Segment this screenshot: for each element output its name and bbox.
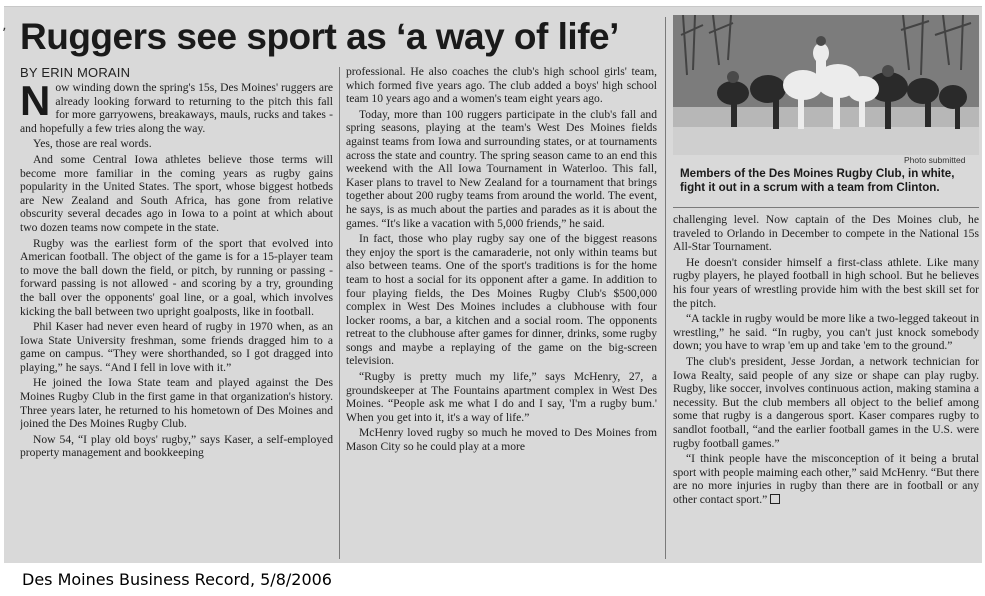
article-column-2 (346, 65, 657, 559)
paragraph: “Rugby is pretty much my life,” says McHenry, 27, a groundskeeper at The Fountains apartment complex in West Des Moines. “People ask me what I do and I say, 'I'm a rugby bum.' When you get into it, it's a way of life.” (346, 370, 657, 424)
paragraph: Yes, those are real words. (33, 137, 152, 151)
drop-cap: N (20, 81, 51, 124)
paragraph: The club's president, Jesse Jordan, a network technician for Iowa Realty, said people of any size or shape can play rugby. Rugby, like soccer, involves continuous action, making stamina a necessity. But the club members all object to the belief among some that rugby is a dangerous sport. Kaser compares rugby to sandlot football, “and the earlier football games in the U.S. were rugby football games.” (673, 354, 979, 450)
paragraph: challenging level. Now captain of the Des Moines club, he traveled to Orlando in December to compete in the National 15s All-Star Tournament. (673, 213, 979, 254)
paragraph: Phil Kaser had never even heard of rugby in 1970 when, as an Iowa State University freshman, some friends dragged him to a game on campus. “They were shorthanded, so I got dragged into playing,” he says. “And I fell in love with it.” (20, 320, 333, 374)
paragraph-final (673, 452, 979, 506)
final-text: “I think people have the misconception of it being a brutal sport with people maiming each other,” said McHenry. “But there are no more injuries in rugby than there are in football or any other contact sport.” (673, 452, 979, 506)
paragraph: professional. He also coaches the club's high school girls' team, which formed five years ago. The club added a boys' high school team 10 years ago and a women's team eight years ago. (346, 65, 657, 106)
headline: Ruggers see sport as ‘a way of life’ (20, 16, 619, 57)
paragraph: In fact, those who play rugby say one of the biggest reasons they enjoy the sport is the camaraderie, not only within teams but also between teams. One of the sport's traditions is for the home team to host a social for its opponent after a game. In addition to four playing fields, the Des Moines Rugby Club's $500,000 complex in West Des Moines includes a clubhouse with four locker rooms, a bar, a kitchen and a social room. The opponents retreat to the clubhouse after games for dinner, drinks, some rugby songs and maybe a replaying of the game on the big-screen television. (346, 232, 657, 368)
caption-rule (673, 207, 979, 208)
paragraph: He doesn't consider himself a first-class athlete. Like many rugby players, he played football in high school. But he believes his four years of wrestling provide him with the best skill set for the pitch. (673, 255, 979, 310)
newspaper-clipping (4, 6, 982, 563)
column-rule-1 (339, 67, 340, 559)
paragraph: Rugby was the earliest form of the sport that evolved into American football. The object of the game is for a 15-player team to move the ball down the field, or pitch, by running or passing - forward passing is not allowed - and scoring by a try, grounding the ball over the opponents' goal line, or a goal, which involves kicking the ball between two upright goalposts, like in football. (20, 236, 333, 318)
rugby-scrum-photo (673, 15, 979, 155)
article-column-1 (20, 81, 333, 559)
paragraph: And some Central Iowa athletes believe those terms will become more familiar in the coming years as rugby gains popularity in the United States. The sport, whose biggest hotbeds are New Zealand and South Africa, has gone from relative obscurity several decades ago in Iowa to a point at which about two dozen teams now compete in the state. (20, 152, 333, 234)
paragraph-lead (20, 81, 333, 135)
article-column-3 (673, 213, 979, 559)
photo-credit: Photo submitted (904, 155, 966, 165)
end-mark-icon (770, 494, 780, 504)
photo-caption: Members of the Des Moines Rugby Club, in white, fight it out in a scrum with a team from Clinton. (680, 167, 955, 194)
corner-mark: ʼ (2, 26, 7, 42)
paragraph: Today, more than 100 ruggers participate in the club's fall and spring seasons, playing at the team's West Des Moines fields against teams from Iowa and surrounding states, or at tournaments across the state and country. The spring season came to an end this weekend with the All Iowa Tournament in Waterloo. This fall, Kaser plans to travel to New Zealand for a tournament that brings together about 200 rugby teams from around the world. The event, he says, is as much about the parties and parades as it is about the games. “It's like a vacation with 5,000 friends,” he said. (346, 107, 657, 230)
paragraph: McHenry loved rugby so much he moved to Des Moines from Mason City so he could play at a more (346, 426, 657, 454)
column-rule-2 (665, 17, 666, 559)
lead-text: ow winding down the spring's 15s, Des Moines' ruggers are already looking forward to returning to the pitch this fall for more garryowens, breakaways, mauls, rucks and takes - and hopefully a few tries along the way. (20, 81, 333, 135)
byline: BY ERIN MORAIN (20, 65, 131, 80)
scrum-illustration (673, 15, 979, 155)
source-citation: Des Moines Business Record, 5/8/2006 (22, 570, 332, 589)
paragraph: He joined the Iowa State team and played against the Des Moines Rugby Club in the first game in that organization's history. Three years later, he returned to his hometown of Des Moines and joined the Des Moines Rugby Club. (20, 376, 333, 431)
paragraph: “A tackle in rugby would be more like a two-legged takeout in wrestling,” he said. “In rugby, you can't just knock somebody down; you have to wrap 'em up and take 'em to the ground.” (673, 312, 979, 353)
paragraph: Now 54, “I play old boys' rugby,” says Kaser, a self-employed property management and bookkeeping (20, 432, 333, 460)
